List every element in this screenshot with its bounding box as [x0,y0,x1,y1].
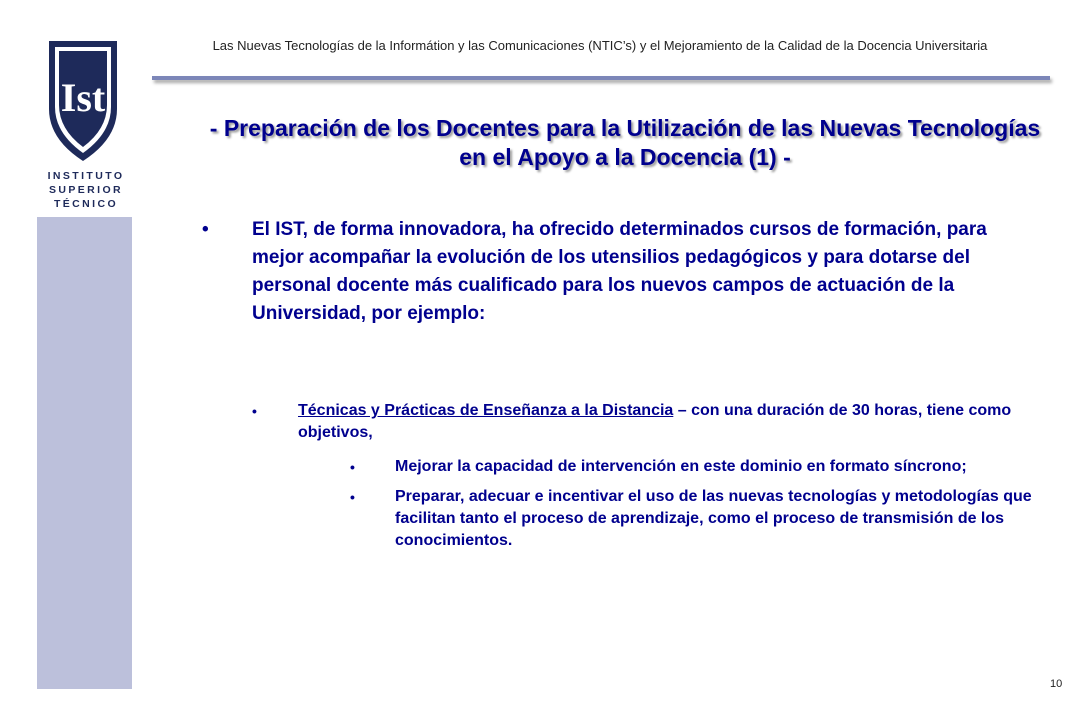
header-divider [152,76,1050,80]
logo-line-3: TÉCNICO [53,198,119,210]
ist-logo [37,17,132,217]
ist-shield-icon [47,39,119,163]
bullet-marker: • [252,403,257,419]
course-bullet [252,400,1042,444]
main-bullet [200,216,1020,328]
list-item [350,456,1050,478]
page-number: 10 [1050,678,1063,690]
bullet-marker: • [202,219,209,240]
bullet-marker: • [350,489,355,505]
objectives-list [350,456,1050,560]
list-item [350,486,1050,552]
slide-title: - Preparación de los Docentes para la Utilización de las Nuevas Tecnologías en el Apoyo a la Docencia (1) - [209,115,1041,170]
slide-header: Las Nuevas Tecnologías de la Informátion y las Comunicaciones (NTIC’s) y el Mejoramiento de la Calidad de la Docencia Universitaria [212,38,988,53]
main-bullet-text: El IST, de forma innovadora, ha ofrecido determinados cursos de formación, para mejor acompañar la evolución de los utensilios pedagógicos y para dotarse del personal docente más cualificado para los nuevos campos de actuación de la Universidad, por ejemplo: [252,219,987,324]
logo-line-1: INSTITUTO [47,170,125,182]
objective-text: Mejorar la capacidad de intervención en este dominio en formato síncrono; [395,458,967,475]
sidebar-band [37,17,132,689]
logo-wordmark [45,169,127,211]
objective-text: Preparar, adecuar e incentivar el uso de las nuevas tecnologías y metodologías que facilitan tanto el proceso de aprendizaje, como el proceso de transmisión de los conocimientos. [395,488,1032,549]
logo-monogram: Ist [60,75,106,120]
logo-line-2: SUPERIOR [48,184,124,196]
course-title: Técnicas y Prácticas de Enseñanza a la Distancia [298,402,674,419]
course-description: – con una duración de 30 horas, tiene como objetivos, [298,402,1012,441]
bullet-marker: • [350,459,355,475]
